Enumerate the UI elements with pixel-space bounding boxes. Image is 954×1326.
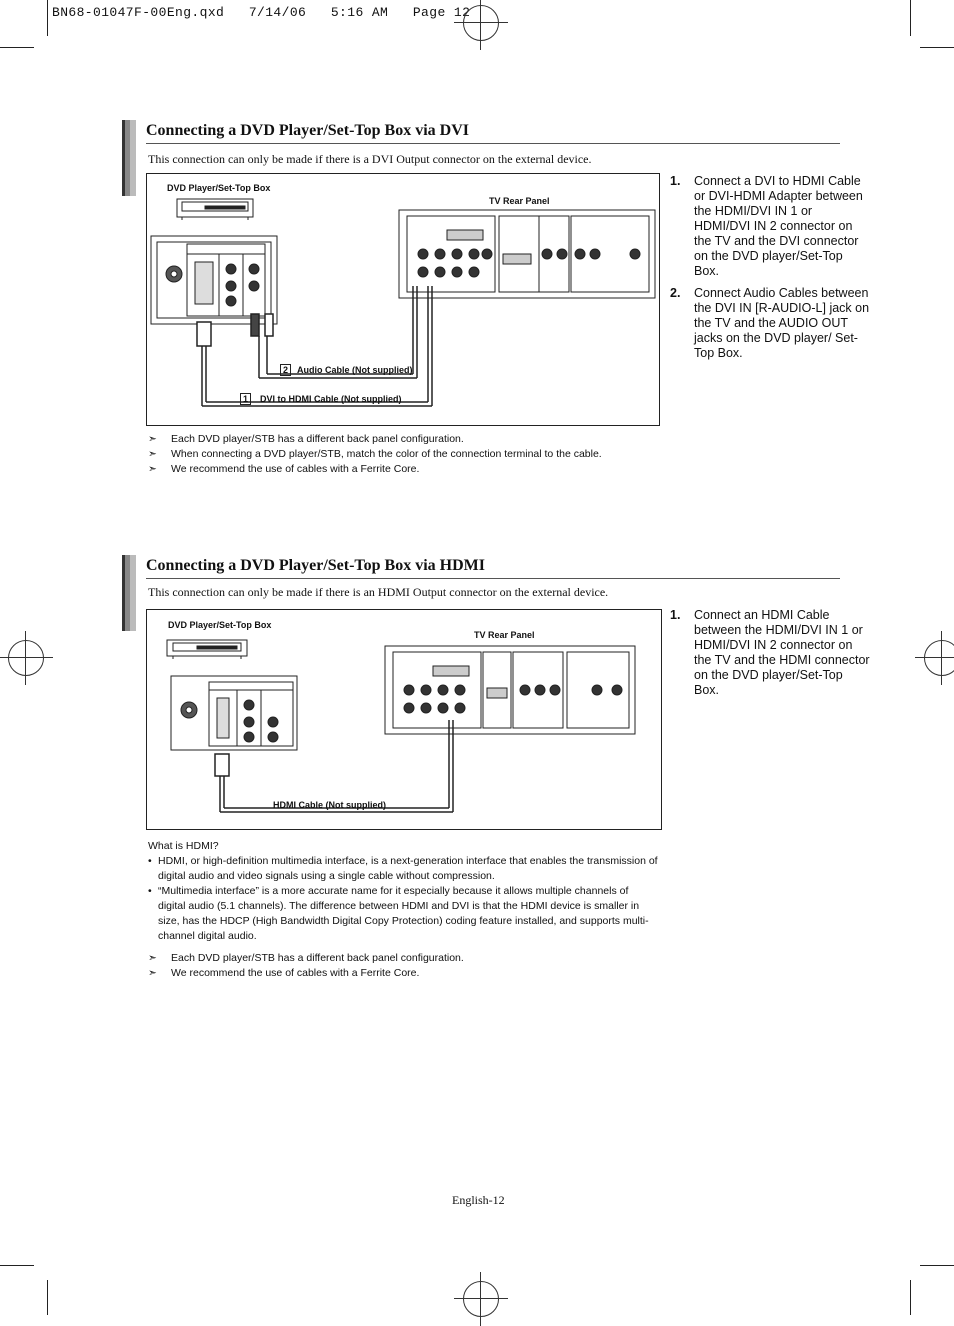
steps-hdmi (670, 608, 870, 705)
notes-dvi (148, 432, 602, 477)
registration-mark (463, 5, 499, 41)
step-item (670, 174, 870, 279)
dvi-cable-number: 1 (240, 393, 251, 405)
crop-mark (0, 1265, 34, 1266)
section-intro-hdmi: This connection can only be made if there is an HDMI Output connector on the external device. (148, 585, 609, 599)
note-text: We recommend the use of cables with a Ferrite Core. (171, 463, 420, 475)
section-rule (146, 578, 840, 579)
notes-hdmi (148, 951, 464, 981)
step-item (670, 608, 870, 698)
bullet-dot: • (148, 855, 152, 867)
device-back-panel (151, 236, 277, 324)
bullet-text: HDMI, or high-definition multimedia interface, is a next-generation interface that enables the transmission of digital audio and video signals using a single cable without compression. (158, 855, 658, 882)
page-footer: English-12 (452, 1193, 505, 1207)
section-title-dvi: Connecting a DVD Player/Set-Top Box via DVI (146, 122, 469, 139)
crop-mark (0, 47, 34, 48)
registration-mark (924, 640, 954, 676)
note-text: Each DVD player/STB has a different back panel configuration. (171, 952, 464, 964)
section-title-hdmi: Connecting a DVD Player/Set-Top Box via HDMI (146, 557, 485, 574)
note-arrow-icon: ➣ (148, 448, 157, 460)
step-text: Connect an HDMI Cable between the HDMI/DVI IN 1 or HDMI/DVI IN 2 connector on the TV and the HDMI connector on the DVD player/Set-Top Box. (694, 608, 870, 697)
note-text: We recommend the use of cables with a Ferrite Core. (171, 967, 420, 979)
dvd-player-label: DVD Player/Set-Top Box (168, 620, 272, 630)
note-text: When connecting a DVD player/STB, match the color of the connection terminal to the cable. (171, 448, 602, 460)
step-item (670, 286, 870, 361)
note-item (148, 462, 602, 477)
crop-mark (910, 1280, 911, 1315)
figure-hdmi (146, 609, 662, 830)
bullet-item (148, 884, 658, 944)
audio-cable-label: Audio Cable (Not supplied) (297, 365, 413, 375)
note-item (148, 951, 464, 966)
hdmi-cable-label: HDMI Cable (Not supplied) (273, 800, 386, 810)
dvi-cable-label: DVI to HDMI Cable (Not supplied) (260, 394, 402, 404)
step-number: 1. (670, 174, 681, 188)
what-is-hdmi (148, 839, 658, 944)
audio-cable-number: 2 (280, 364, 291, 376)
crop-mark (920, 1265, 954, 1266)
dvd-player-icon (177, 199, 253, 220)
steps-dvi (670, 174, 870, 368)
crop-mark (920, 47, 954, 48)
step-number: 2. (670, 286, 681, 300)
dvd-player-icon (167, 640, 247, 659)
note-item (148, 966, 464, 981)
section-rule (146, 143, 840, 144)
note-arrow-icon: ➣ (148, 433, 157, 445)
step-text: Connect a DVI to HDMI Cable or DVI-HDMI Adapter between the HDMI/DVI IN 1 or HDMI/DVI IN 2 connector on the TV and the DVI connector on the DVD player/Set-Top Box. (694, 174, 863, 278)
tv-rear-panel-icon (399, 210, 655, 298)
bullet-text: “Multimedia interface” is a more accurate name for it especially because it allows multiple channels of digital audio (5.1 channels). The difference between HDMI and DVI is that the HDMI device is smaller in size, has the HDCP (High Bandwidth Digital Copy Protection) coding feature installed, and supports multi-channel digital audio. (158, 885, 649, 942)
dvd-player-label: DVD Player/Set-Top Box (167, 183, 271, 193)
crop-mark (47, 1280, 48, 1315)
note-item (148, 447, 602, 462)
step-number: 1. (670, 608, 681, 622)
hdmi-diagram (147, 610, 661, 829)
crop-mark (910, 0, 911, 36)
device-back-panel (171, 676, 297, 750)
note-arrow-icon: ➣ (148, 952, 157, 964)
print-header: BN68-01047F-00Eng.qxd 7/14/06 5:16 AM Page 12 (52, 5, 471, 20)
section-bar (122, 120, 136, 196)
what-is-hdmi-heading: What is HDMI? (148, 840, 219, 852)
registration-mark (8, 640, 44, 676)
dvi-diagram (147, 174, 659, 425)
section-intro-dvi: This connection can only be made if there is a DVI Output connector on the external device. (148, 152, 592, 166)
note-arrow-icon: ➣ (148, 463, 157, 475)
note-text: Each DVD player/STB has a different back panel configuration. (171, 433, 464, 445)
registration-mark (463, 1281, 499, 1317)
step-text: Connect Audio Cables between the DVI IN [R-AUDIO-L] jack on the TV and the AUDIO OUT jacks on the DVD player/ Set-Top Box. (694, 286, 870, 360)
section-bar (122, 555, 136, 631)
note-item (148, 432, 602, 447)
bullet-dot: • (148, 885, 152, 897)
tv-rear-panel-label: TV Rear Panel (474, 630, 535, 640)
tv-rear-panel-label: TV Rear Panel (489, 196, 550, 206)
note-arrow-icon: ➣ (148, 967, 157, 979)
figure-dvi (146, 173, 660, 426)
bullet-item (148, 854, 658, 884)
crop-mark (47, 0, 48, 36)
tv-rear-panel-icon (385, 646, 635, 734)
